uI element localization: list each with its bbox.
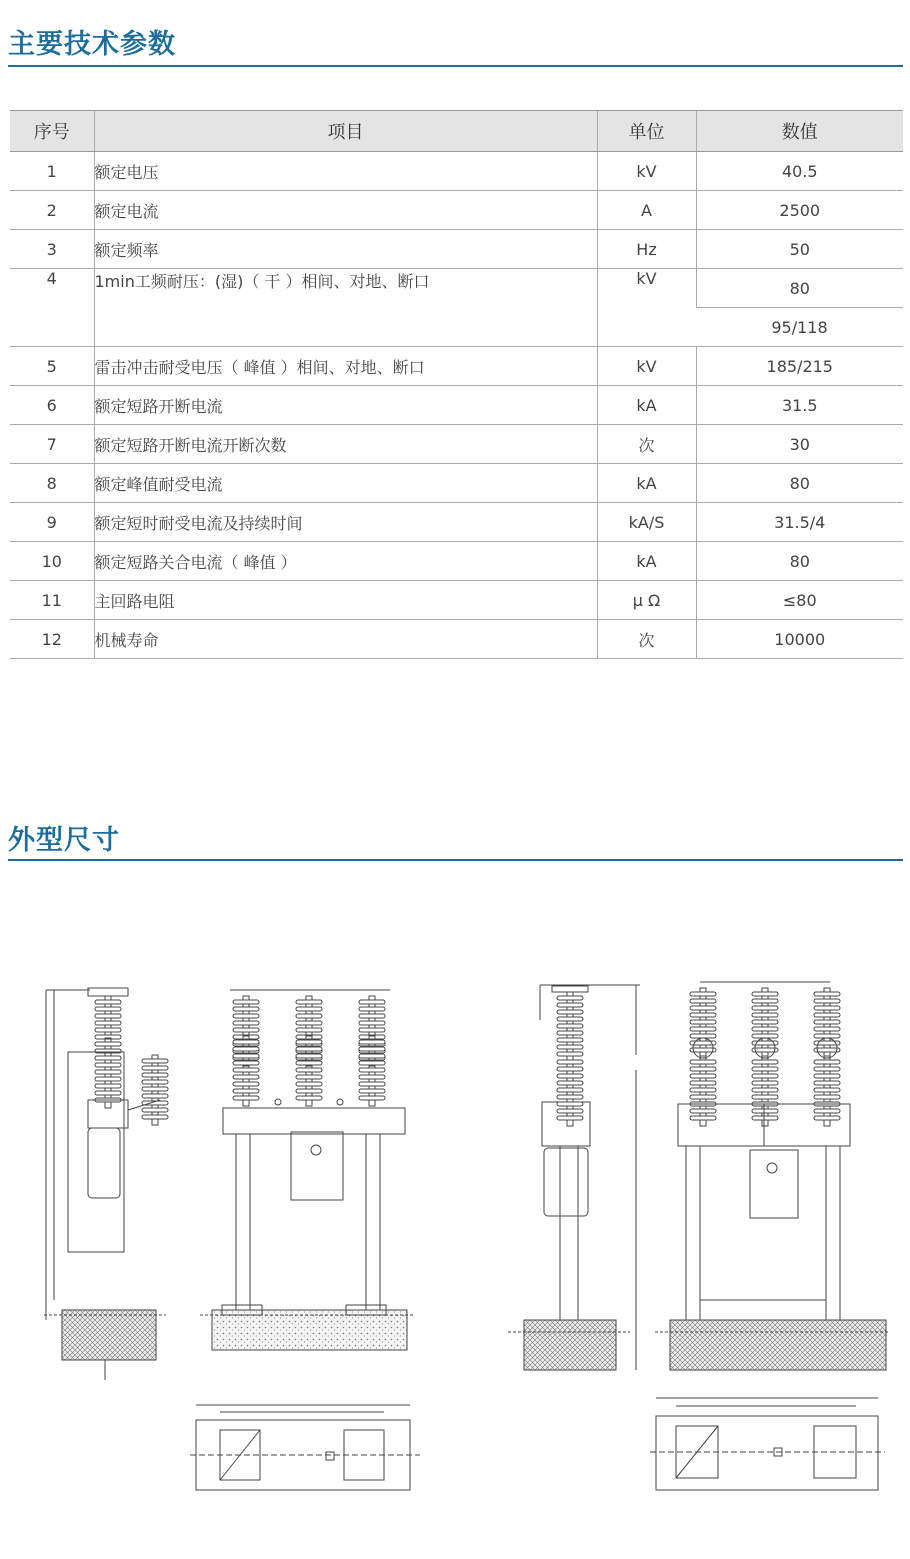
row-no: 11	[10, 581, 94, 620]
row-item: 额定短路开断电流	[94, 386, 597, 425]
row-unit: kA	[597, 386, 696, 425]
row-item: 额定峰值耐受电流	[94, 464, 597, 503]
table-row	[10, 230, 903, 269]
table-row	[10, 542, 903, 581]
row-unit: kA/S	[597, 503, 696, 542]
table-row	[10, 347, 903, 386]
outline-dimension-drawings	[0, 960, 910, 1520]
row-no: 10	[10, 542, 94, 581]
row-value: 2500	[696, 191, 903, 230]
table-row	[10, 269, 903, 308]
row-unit: kV	[597, 269, 696, 347]
row-value: 31.5/4	[696, 503, 903, 542]
row-value: 30	[696, 425, 903, 464]
section-title-dimensions: 外型尺寸	[8, 825, 120, 856]
table-header-row	[10, 111, 903, 152]
row-item: 机械寿命	[94, 620, 597, 659]
row-no: 8	[10, 464, 94, 503]
row-no: 4	[10, 269, 94, 347]
row-unit: kV	[597, 347, 696, 386]
row-unit: 次	[597, 425, 696, 464]
table-row	[10, 620, 903, 659]
row-item: 雷击冲击耐受电压（ 峰值 ）相间、对地、断口	[94, 347, 597, 386]
row-no: 1	[10, 152, 94, 191]
row-no: 9	[10, 503, 94, 542]
row-value: 185/215	[696, 347, 903, 386]
row-value: 80	[696, 542, 903, 581]
table-row	[10, 581, 903, 620]
row-unit: kA	[597, 542, 696, 581]
row-value-secondary: 95/118	[696, 308, 903, 347]
table-row	[10, 464, 903, 503]
table-row	[10, 425, 903, 464]
row-value: 40.5	[696, 152, 903, 191]
table-row	[10, 503, 903, 542]
row-unit: 次	[597, 620, 696, 659]
row-item: 额定电流	[94, 191, 597, 230]
table-row	[10, 191, 903, 230]
row-value: 80	[696, 269, 903, 308]
row-unit: Hz	[597, 230, 696, 269]
row-item: 额定频率	[94, 230, 597, 269]
row-unit: μ Ω	[597, 581, 696, 620]
row-value: 80	[696, 464, 903, 503]
row-value: ≤80	[696, 581, 903, 620]
table-row	[10, 152, 903, 191]
header-value: 数值	[696, 111, 903, 152]
section-divider	[8, 859, 903, 861]
header-no: 序号	[10, 111, 94, 152]
row-item: 额定电压	[94, 152, 597, 191]
row-no: 2	[10, 191, 94, 230]
row-unit: kA	[597, 464, 696, 503]
row-item: 主回路电阻	[94, 581, 597, 620]
row-item: 额定短时耐受电流及持续时间	[94, 503, 597, 542]
row-unit: A	[597, 191, 696, 230]
section-title-params: 主要技术参数	[8, 29, 176, 60]
parameters-table	[10, 110, 903, 659]
row-item: 1min工频耐压：(湿)（ 干 ）相间、对地、断口	[94, 269, 597, 347]
row-item: 额定短路关合电流（ 峰值 ）	[94, 542, 597, 581]
row-no: 12	[10, 620, 94, 659]
row-no: 5	[10, 347, 94, 386]
row-value: 50	[696, 230, 903, 269]
row-no: 3	[10, 230, 94, 269]
row-value: 10000	[696, 620, 903, 659]
row-unit: kV	[597, 152, 696, 191]
row-value: 31.5	[696, 386, 903, 425]
section-divider	[8, 65, 903, 67]
table-row	[10, 386, 903, 425]
row-no: 6	[10, 386, 94, 425]
row-item: 额定短路开断电流开断次数	[94, 425, 597, 464]
header-item: 项目	[94, 111, 597, 152]
row-no: 7	[10, 425, 94, 464]
header-unit: 单位	[597, 111, 696, 152]
